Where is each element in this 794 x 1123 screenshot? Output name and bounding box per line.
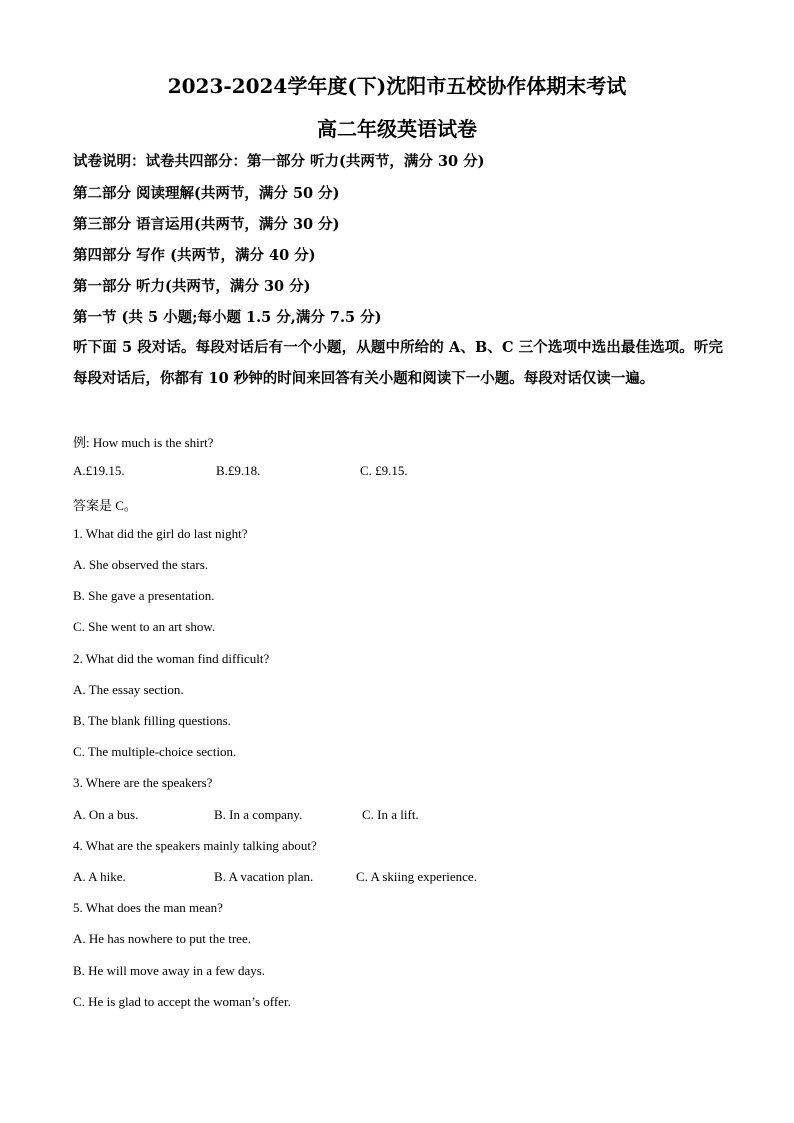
- question-3-option-c: C. In a lift.: [362, 807, 419, 822]
- question-2-option-c: C. The multiple-choice section.: [73, 744, 237, 759]
- example-answer: 答案是 C。: [73, 498, 137, 513]
- question-5-stem: 5. What does the man mean?: [73, 900, 223, 915]
- question-2-option-b: B. The blank filling questions.: [73, 713, 231, 728]
- example-question: 例: How much is the shirt?: [73, 435, 214, 450]
- question-4-option-a: A. A hike.: [73, 869, 126, 884]
- question-4-option-c: C. A skiing experience.: [356, 869, 477, 884]
- subsection-heading: 第一节 (共 5 小题;每小题 1.5 分,满分 7.5 分): [73, 309, 382, 326]
- exam-subtitle: 高二年级英语试卷: [317, 117, 477, 141]
- instructions-line: 第二部分 阅读理解(共两节，满分 50 分): [73, 185, 340, 202]
- question-1-option-b: B. She gave a presentation.: [73, 588, 215, 603]
- instructions-line: 第四部分 写作 (共两节，满分 40 分): [73, 247, 316, 264]
- question-2-option-a: A. The essay section.: [73, 682, 184, 697]
- exam-title: 2023-2024学年度(下)沈阳市五校协作体期末考试: [167, 74, 627, 98]
- question-4-stem: 4. What are the speakers mainly talking about?: [73, 838, 317, 853]
- instructions-line: 第三部分 语言运用(共两节，满分 30 分): [73, 216, 340, 233]
- example-option-c: C. £9.15.: [360, 463, 408, 478]
- question-2-stem: 2. What did the woman find difficult?: [73, 651, 270, 666]
- question-3-option-a: A. On a bus.: [73, 807, 139, 822]
- question-3-stem: 3. Where are the speakers?: [73, 775, 213, 790]
- directions-paragraph: 听下面 5 段对话。每段对话后有一个小题，从题中所给的 A、B、C 三个选项中选出最佳选项。听完每段对话后，你都有 10 秒钟的时间来回答有关小题和阅读下一小题。每段对话仅读一遍。: [73, 339, 723, 387]
- question-3-option-b: B. In a company.: [214, 807, 303, 822]
- question-5-option-a: A. He has nowhere to put the tree.: [73, 931, 251, 946]
- question-1-option-a: A. She observed the stars.: [73, 557, 209, 572]
- instructions-line: 试卷说明：试卷共四部分：第一部分 听力(共两节，满分 30 分): [73, 153, 485, 170]
- question-1-stem: 1. What did the girl do last night?: [73, 526, 248, 541]
- example-option-b: B.£9.18.: [216, 463, 261, 478]
- question-5-option-b: B. He will move away in a few days.: [73, 963, 266, 978]
- section-heading: 第一部分 听力(共两节，满分 30 分): [73, 278, 311, 295]
- question-1-option-c: C. She went to an art show.: [73, 619, 216, 634]
- example-option-a: A.£19.15.: [73, 463, 125, 478]
- question-4-option-b: B. A vacation plan.: [214, 869, 314, 884]
- question-5-option-c: C. He is glad to accept the woman’s offer.: [73, 994, 291, 1009]
